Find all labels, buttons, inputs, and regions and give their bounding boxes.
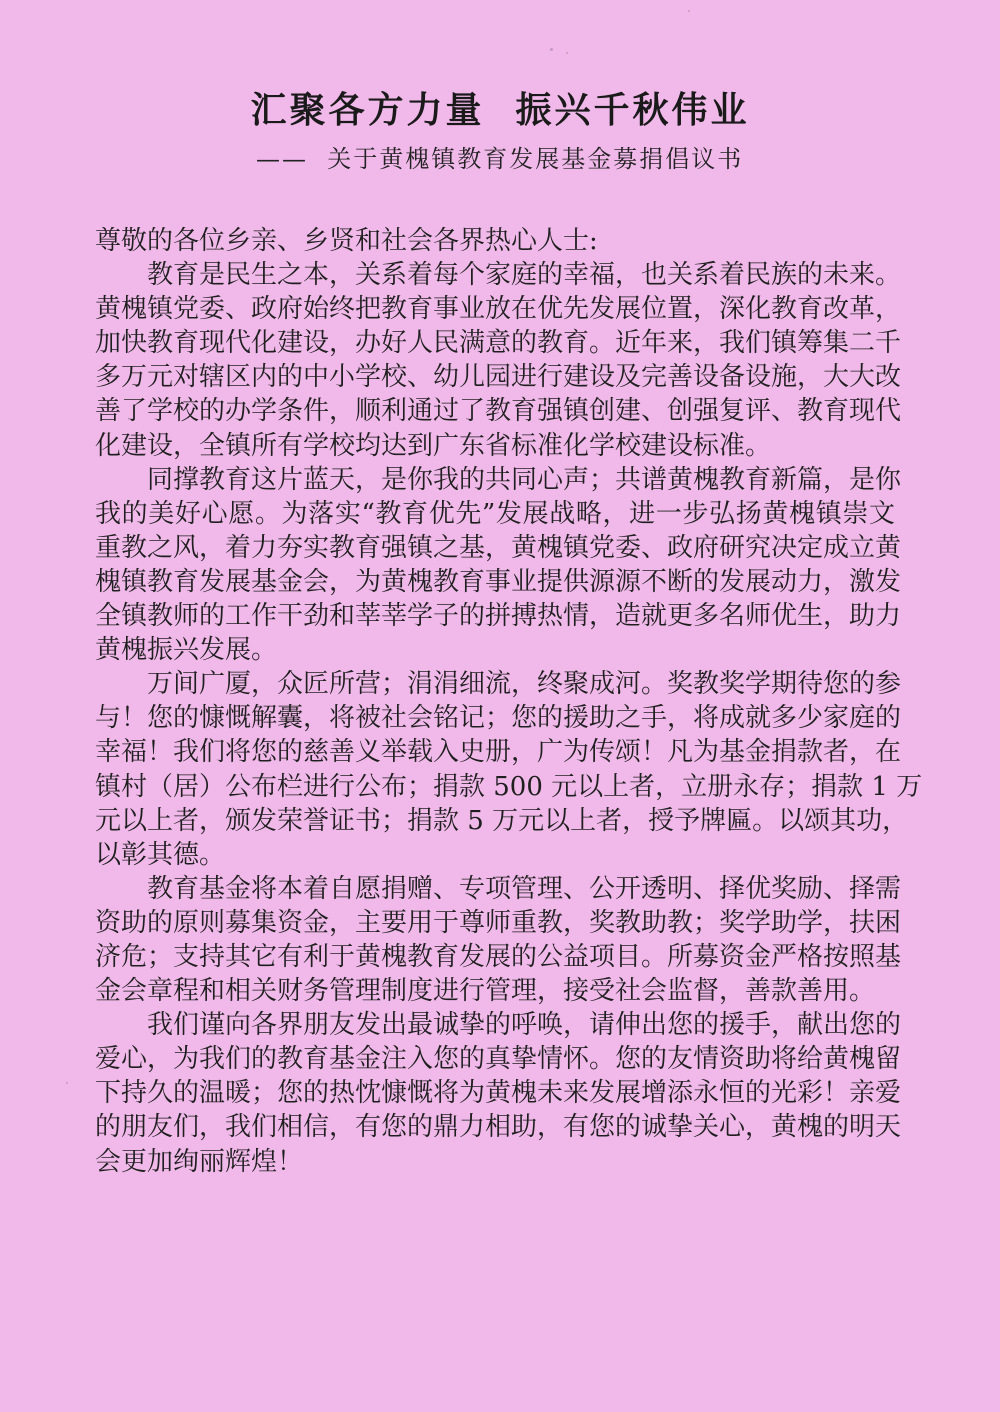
- document-body: [95, 224, 923, 1179]
- paragraph-5: [95, 1008, 902, 1178]
- paragraph-line: 的朋友们，我们相信，有您的鼎力相助，有您的诚挚关心，黄槐的明天: [95, 1112, 902, 1143]
- paragraph-line: 黄槐振兴发展。: [95, 635, 278, 666]
- paper-speck: [550, 48, 553, 51]
- paragraph-line: 镇村（居）公布栏进行公布；捐款 500 元以上者，立册永存；捐款 1 万: [95, 771, 923, 802]
- paragraph-line: 金会章程和相关财务管理制度进行管理，接受社会监督，善款善用。: [95, 976, 876, 1007]
- paragraph-line: 爱心，为我们的教育基金注入您的真挚情怀。您的友情资助将给黄槐留: [95, 1044, 902, 1075]
- paragraph-line: 全镇教师的工作干劲和莘莘学子的拼搏热情，造就更多名师优生，助力: [95, 601, 902, 632]
- paragraph-line: 下持久的温暖；您的热忱慷慨将为黄槐未来发展增添永恒的光彩！亲爱: [95, 1078, 902, 1109]
- paragraph-line: 加快教育现代化建设，办好人民满意的教育。近年来，我们镇筹集二千: [95, 328, 902, 359]
- paragraph-line: 元以上者，颁发荣誉证书；捐款 5 万元以上者，授予牌匾。以颂其功，: [95, 805, 909, 836]
- paragraph-line: 重教之风，着力夯实教育强镇之基，黄槐镇党委、政府研究决定成立黄: [95, 532, 902, 563]
- paragraph-line: 多万元对辖区内的中小学校、幼儿园进行建设及完善设备设施，大大改: [95, 362, 902, 393]
- paragraph-line: 万间广厦，众匠所营；涓涓细流，终聚成河。奖教奖学期待您的参: [147, 669, 902, 700]
- paragraph-line: 资助的原则募集资金，主要用于尊师重教，奖教助教；奖学助学，扶困: [95, 907, 902, 938]
- paragraph-line: 教育是民生之本，关系着每个家庭的幸福，也关系着民族的未来。: [147, 260, 902, 291]
- paragraph-line: 槐镇教育发展基金会，为黄槐教育事业提供源源不断的发展动力，激发: [95, 566, 902, 597]
- paragraph-line: 会更加绚丽辉煌！: [95, 1146, 304, 1177]
- paragraph-line: 黄槐镇党委、政府始终把教育事业放在优先发展位置，深化教育改革，: [95, 294, 902, 325]
- paragraph-line: 教育基金将本着自愿捐赠、专项管理、公开透明、择优奖励、择需: [147, 873, 902, 904]
- paragraph-line: 与！您的慷慨解囊，将被社会铭记；您的援助之手，将成就多少家庭的: [95, 703, 902, 734]
- paragraph-1: [95, 258, 902, 463]
- document-title: 汇聚各方力量 振兴千秋伟业: [250, 89, 750, 131]
- paragraph-line: 我的美好心愿。为落实“教育优先”发展战略，进一步弘扬黄槐镇崇文: [95, 498, 895, 529]
- paragraph-line: 济危；支持其它有利于黄槐教育发展的公益项目。所募资金严格按照基: [95, 941, 902, 972]
- paragraph-4: [95, 872, 902, 1008]
- salutation: 尊敬的各位乡亲、乡贤和社会各界热心人士:: [95, 226, 598, 256]
- paper-speck: [566, 52, 568, 54]
- paragraph-line: 以彰其德。: [95, 839, 226, 870]
- paper-speck: [688, 10, 690, 12]
- paragraph-line: 同撑教育这片蓝天，是你我的共同心声；共谱黄槐教育新篇，是你: [147, 464, 902, 495]
- document-subtitle: —— 关于黄槐镇教育发展基金募捐倡议书: [256, 145, 744, 173]
- paragraph-line: 幸福！我们将您的慈善义举载入史册，广为传颂！凡为基金捐款者，在: [95, 737, 902, 768]
- paragraph-line: 化建设，全镇所有学校均达到广东省标准化学校建设标准。: [95, 430, 772, 461]
- paragraph-2: [95, 463, 902, 668]
- paragraph-line: 我们谨向各界朋友发出最诚挚的呼唤，请伸出您的援手，献出您的: [147, 1010, 902, 1041]
- paper-speck: [66, 1082, 68, 1084]
- paragraph-line: 善了学校的办学条件，顺利通过了教育强镇创建、创强复评、教育现代: [95, 396, 902, 427]
- paragraph-3: [95, 667, 923, 872]
